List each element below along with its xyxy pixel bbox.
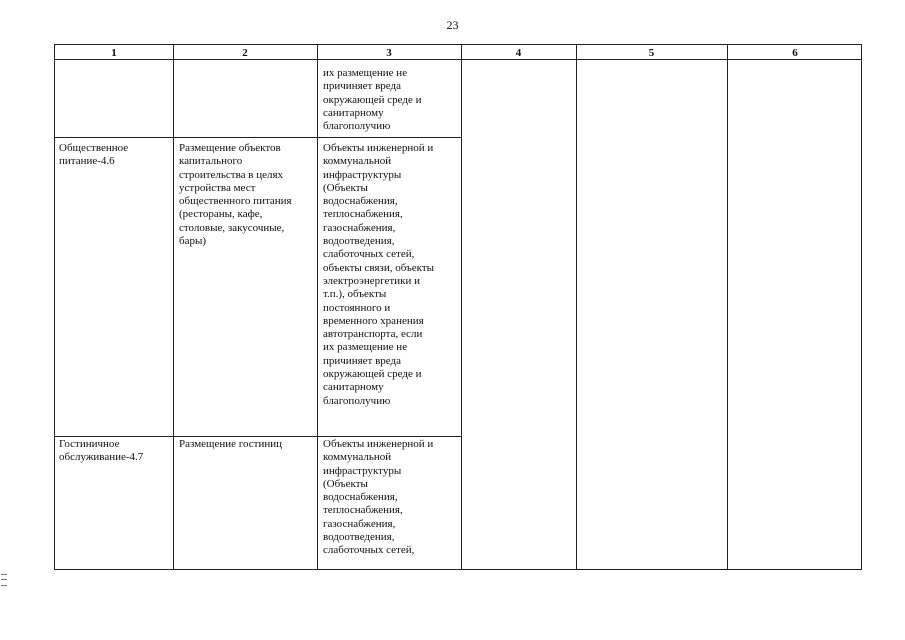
column-header-4: 4: [515, 47, 522, 59]
column-header-5: 5: [648, 47, 655, 59]
table-cell-r2-c1: Гостиничное обслуживание-4.7: [59, 438, 144, 464]
table-cell-r1-c3: Объекты инженерной и коммунальной инфраструктуры (Объекты водоснабжения, теплоснабжения, газоснабжения, водоотведения, слаботочных сетей, объекты связи, объекты электроэнергетики и т.п.), объекты постоянного и временного хранения автотранспорта, если их размещение не причиняет вреда окружающей среде и санитарному благополучию: [323, 142, 435, 407]
column-header-1: 1: [111, 47, 117, 59]
permitted-use-table: [54, 44, 862, 570]
column-divider: [173, 45, 174, 569]
row-divider: [55, 137, 461, 138]
column-divider: [576, 45, 577, 569]
table-cell-r1-c1: Общественное питание-4.6: [59, 142, 129, 168]
table-cell-r2-c2: Размещение гостиниц: [179, 438, 283, 450]
header-divider: [55, 59, 861, 60]
table-cell-r2-c3: Объекты инженерной и коммунальной инфраструктуры (Объекты водоснабжения, теплоснабжения, газоснабжения, водоотведения, слаботочных сетей,: [323, 438, 434, 557]
table-cell-r1-c2: Размещение объектов капитального строительства в целях устройства мест общественного питания (рестораны, кафе, столовые, закусочные, бары): [179, 142, 292, 248]
column-header-6: 6: [792, 47, 798, 59]
column-divider: [727, 45, 728, 569]
table-cell-r0-c3: их размещение не причиняет вреда окружающей среде и санитарному благополучию: [323, 67, 422, 133]
column-divider: [317, 45, 318, 569]
column-header-3: 3: [386, 47, 392, 59]
row-divider: [55, 436, 461, 437]
column-divider: [461, 45, 462, 569]
page-number: 23: [446, 18, 459, 32]
column-header-2: 2: [242, 47, 248, 59]
scan-margin-mark: [1, 574, 7, 586]
